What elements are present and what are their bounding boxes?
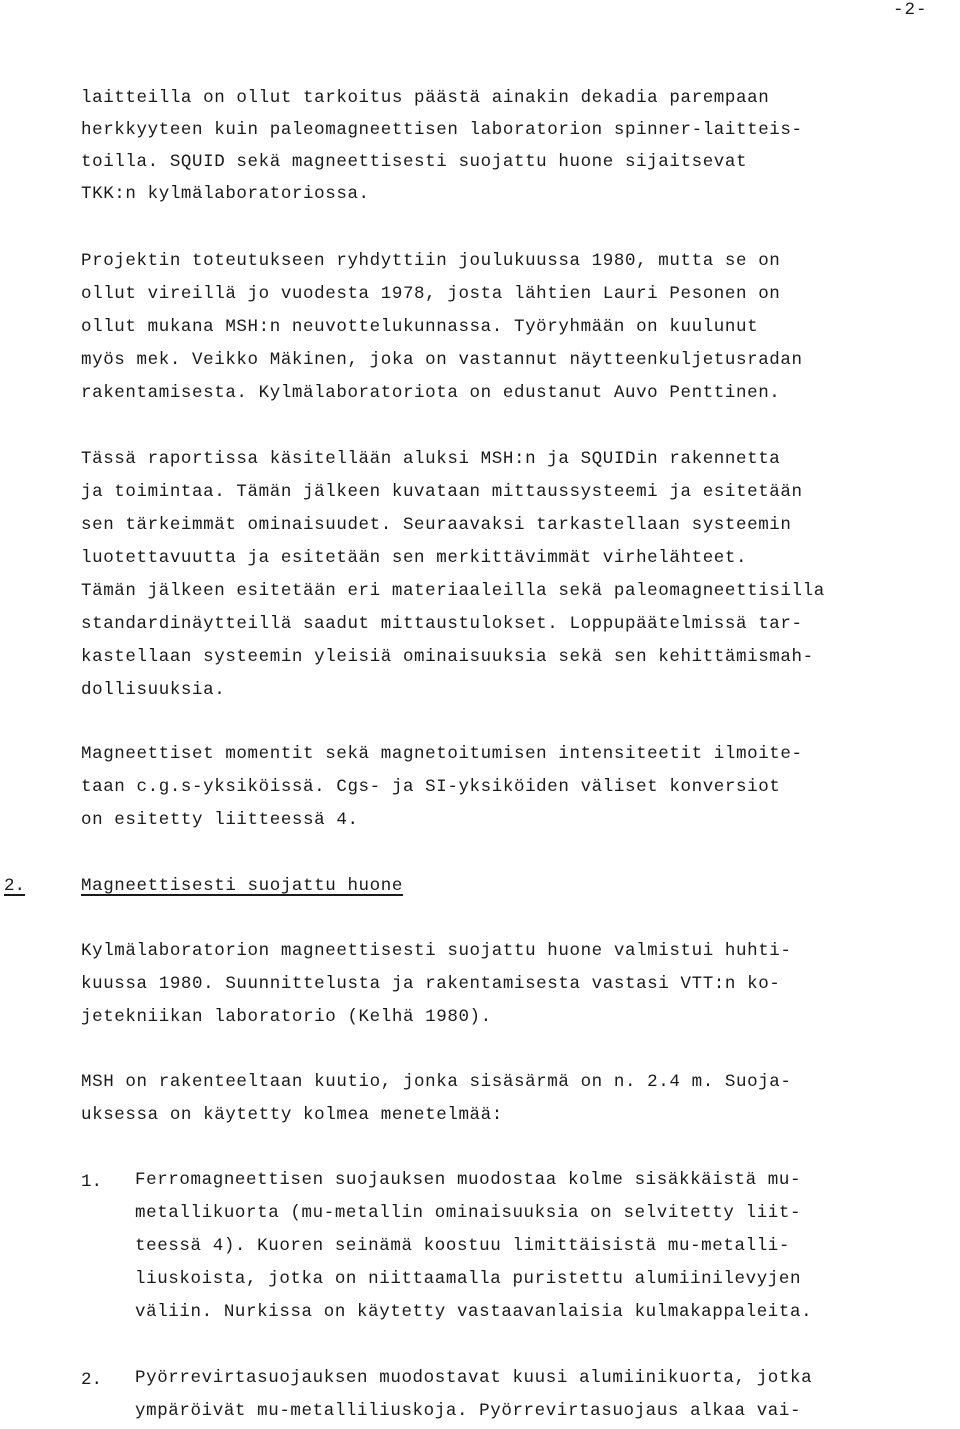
text-line: dollisuuksia.	[81, 680, 226, 700]
section-title: Magneettisesti suojattu huone	[81, 876, 403, 896]
text-line: herkkyyteen kuin paleomagneettisen laboratorion spinner-laitteis-	[81, 120, 803, 140]
text-line: teessä 4). Kuoren seinämä koostuu limittäisistä mu-metalli-	[135, 1236, 791, 1256]
text-line: ympäröivät mu-metalliliuskoja. Pyörrevirtasuojaus alkaa vai-	[135, 1401, 802, 1421]
list-item-number: 1.	[81, 1172, 103, 1192]
text-line: ollut mukana MSH:n neuvottelukunnassa. Työryhmään on kuulunut	[81, 317, 759, 337]
text-line: jetekniikan laboratorio (Kelhä 1980).	[81, 1007, 492, 1027]
text-line: Kylmälaboratorion magneettisesti suojattu huone valmistui huhti-	[81, 941, 792, 961]
text-line: Magneettiset momentit sekä magnetoitumisen intensiteetit ilmoite-	[81, 744, 803, 764]
text-line: ja toimintaa. Tämän jälkeen kuvataan mittaussysteemi ja esitetään	[81, 482, 803, 502]
text-line: sen tärkeimmät ominaisuudet. Seuraavaksi tarkastellaan systeemin	[81, 515, 792, 535]
text-line: Tässä raportissa käsitellään aluksi MSH:n ja SQUIDin rakennetta	[81, 449, 781, 469]
text-line: Projektin toteutukseen ryhdyttiin joulukuussa 1980, mutta se on	[81, 251, 781, 271]
text-line: liuskoista, jotka on niittaamalla puristettu alumiinilevyjen	[135, 1269, 802, 1289]
page-number: -2-	[893, 0, 928, 20]
text-line: taan c.g.s-yksiköissä. Cgs- ja SI-yksiköiden väliset konversiot	[81, 777, 781, 797]
list-item-number: 2.	[81, 1370, 103, 1390]
text-line: standardinäytteillä saadut mittaustulokset. Loppupäätelmissä tar-	[81, 614, 803, 634]
text-line: uksessa on käytetty kolmea menetelmää:	[81, 1105, 503, 1125]
text-line: väliin. Nurkissa on käytetty vastaavanlaisia kulmakappaleita.	[135, 1302, 813, 1322]
text-line: myös mek. Veikko Mäkinen, joka on vastannut näytteenkuljetusradan	[81, 350, 803, 370]
text-line: Pyörrevirtasuojauksen muodostavat kuusi alumiinikuorta, jotka	[135, 1368, 813, 1388]
text-line: toilla. SQUID sekä magneettisesti suojattu huone sijaitsevat	[81, 152, 748, 172]
text-line: TKK:n kylmälaboratoriossa.	[81, 184, 370, 204]
text-line: ollut vireillä jo vuodesta 1978, josta lähtien Lauri Pesonen on	[81, 284, 781, 304]
text-line: on esitetty liitteessä 4.	[81, 810, 359, 830]
text-line: kastellaan systeemin yleisiä ominaisuuksia sekä sen kehittämismah-	[81, 647, 814, 667]
text-line: Tämän jälkeen esitetään eri materiaaleilla sekä paleomagneettisilla	[81, 581, 825, 601]
text-line: MSH on rakenteeltaan kuutio, jonka sisäsärmä on n. 2.4 m. Suoja-	[81, 1072, 792, 1092]
text-line: luotettavuutta ja esitetään sen merkittävimmät virhelähteet.	[81, 548, 748, 568]
section-number: 2.	[4, 876, 26, 896]
text-line: Ferromagneettisen suojauksen muodostaa kolme sisäkkäistä mu-	[135, 1170, 802, 1190]
text-line: metallikuorta (mu-metallin ominaisuuksia on selvitetty liit-	[135, 1203, 802, 1223]
text-line: kuussa 1980. Suunnittelusta ja rakentamisesta vastasi VTT:n ko-	[81, 974, 781, 994]
text-line: rakentamisesta. Kylmälaboratoriota on edustanut Auvo Penttinen.	[81, 383, 781, 403]
text-line: laitteilla on ollut tarkoitus päästä ainakin dekadia parempaan	[81, 88, 770, 108]
